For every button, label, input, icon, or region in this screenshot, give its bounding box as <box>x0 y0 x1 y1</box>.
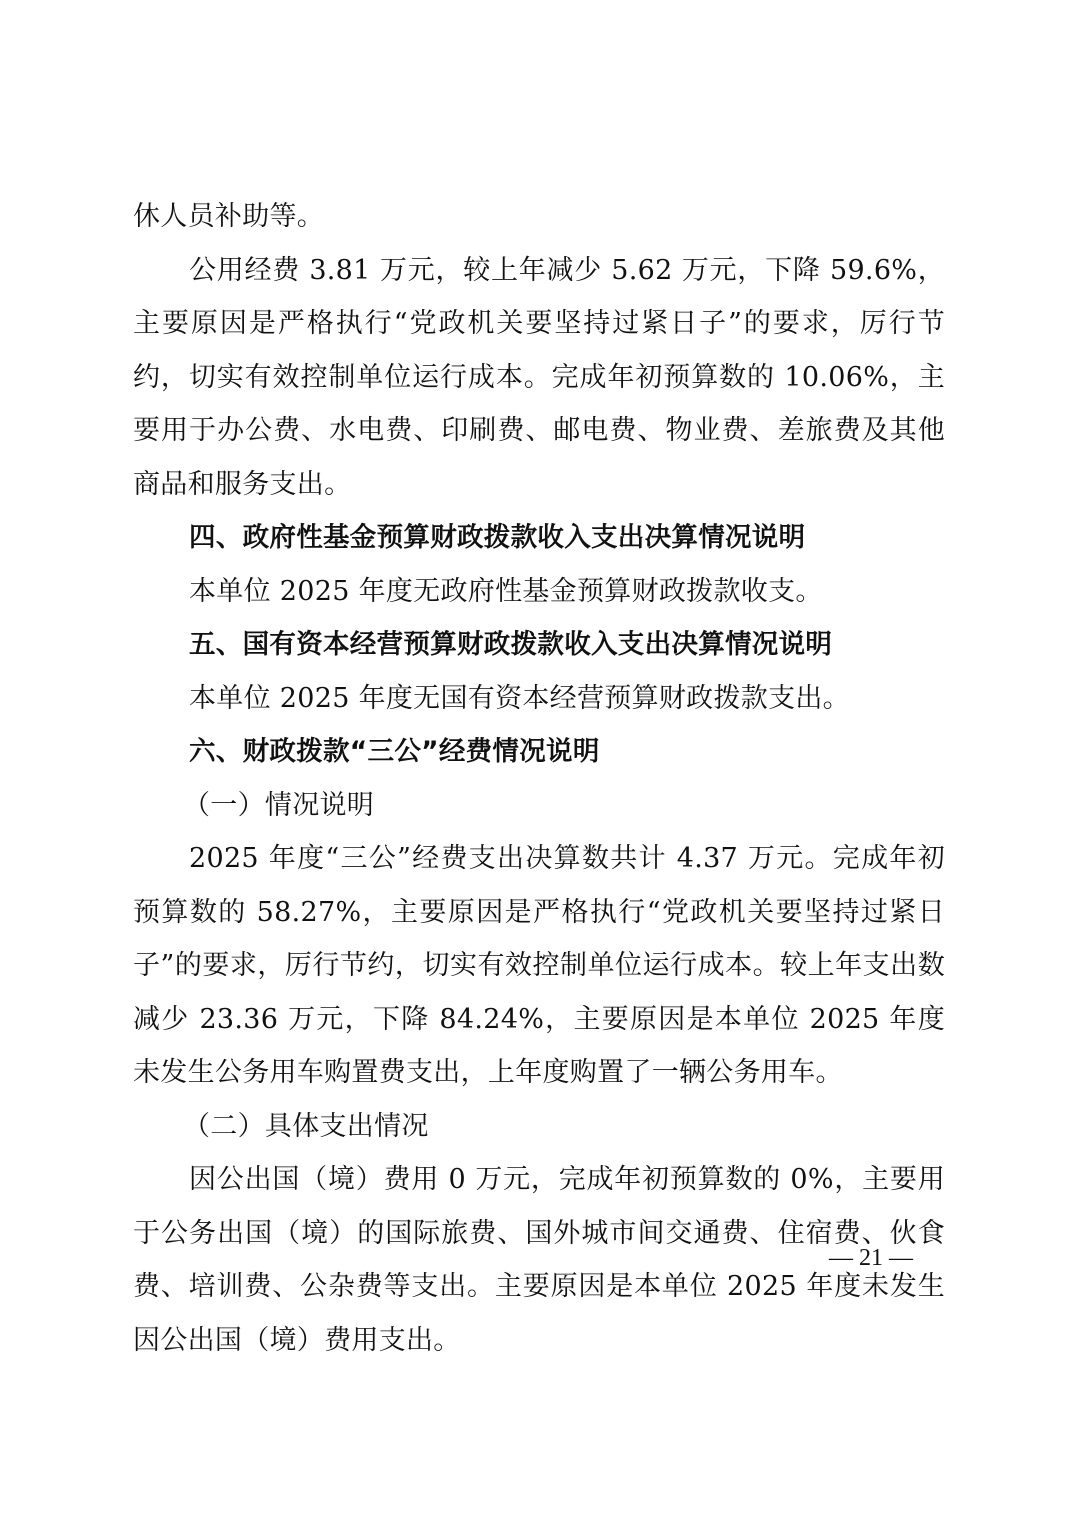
document-body <box>133 190 945 1367</box>
paragraph-state-capital: 本单位 2025 年度无国有资本经营预算财政拨款支出。 <box>189 682 850 714</box>
page-number: — 21 — <box>829 1245 913 1271</box>
paragraph-overseas-travel: 因公出国（境）费用 0 万元，完成年初预算数的 0%，主要用于公务出国（境）的国际旅费、国外城市间交通费、住宿费、伙食费、培训费、公杂费等支出。主要原因是本单位 2025 年度未发生因公出国（境）费用支出。 <box>133 1164 945 1356</box>
heading-state-capital: 五、国有资本经营预算财政拨款收入支出决算情况说明 <box>189 629 833 660</box>
paragraph-continuation: 休人员补助等。 <box>133 201 325 232</box>
paragraph-government-fund: 本单位 2025 年度无政府性基金预算财政拨款收支。 <box>189 575 823 607</box>
heading-three-public: 六、财政拨款“三公”经费情况说明 <box>189 736 600 767</box>
subheading-overview: （一）情况说明 <box>183 789 375 821</box>
paragraph-public-expenses: 公用经费 3.81 万元，较上年减少 5.62 万元，下降 59.6%，主要原因是严格执行“党政机关要坚持过紧日子”的要求，厉行节约，切实有效控制单位运行成本。完成年初预算数的 10.06%，主要用于办公费、水电费、印刷费、邮电费、物业费、差旅费及其他商品和服务支出。 <box>133 254 945 500</box>
subheading-specific-expenses: （二）具体支出情况 <box>183 1110 429 1142</box>
paragraph-three-public-overview: 2025 年度“三公”经费支出决算数共计 4.37 万元。完成年初预算数的 58.27%，主要原因是严格执行“党政机关要坚持过紧日子”的要求，厉行节约，切实有效控制单位运行成本。较上年支出数减少 23.36 万元，下降 84.24%，主要原因是本单位 2025 年度未发生公务用车购置费支出，上年度购置了一辆公务用车。 <box>133 843 945 1088</box>
heading-government-fund: 四、政府性基金预算财政拨款收入支出决算情况说明 <box>189 522 806 553</box>
